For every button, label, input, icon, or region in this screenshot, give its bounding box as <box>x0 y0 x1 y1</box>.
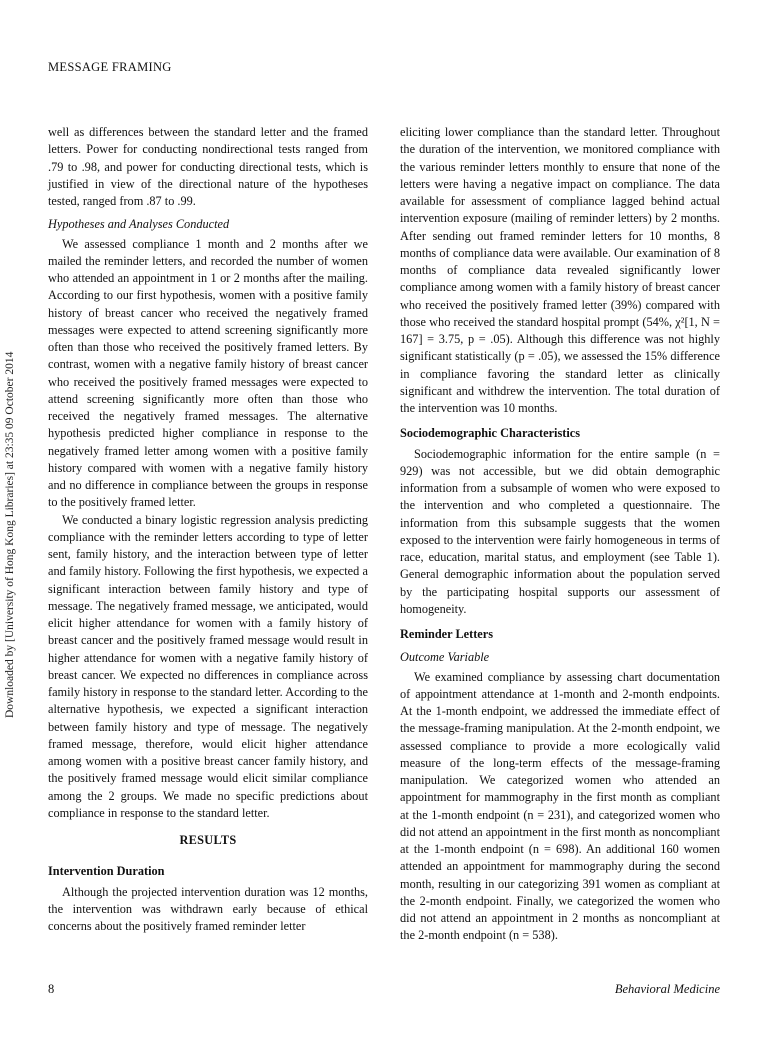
intro-paragraph: well as differences between the standard letter and the framed letters. Power for conducting nondirectional tests ranged from .79 to .98, and power for conducting directional tests, which is justified in view of the directional nature of the hypotheses tested, ranged from .87 to .99. <box>48 125 368 208</box>
hypotheses-paragraph-1: We assessed compliance 1 month and 2 months after we mailed the reminder letters, and recorded the number of women who attended an appointment in 1 or 2 months after the mailing. According to our first hypothesis, women with a positive family history of breast cancer who received the negatively framed messages were expected to attend screening significantly more often than those who received the positively framed letters. By contrast, women with a negative family history of breast cancer who received the positively framed messages were expected to attend screening significantly more often than those who received the negatively framed messages. The alternative hypothesis predicted higher compliance in response to the negatively framed letter among women with a positive family history compared with women with a negative family history and no difference in compliance between the groups in response to the positively framed letter. <box>48 236 368 510</box>
journal-name: Behavioral Medicine <box>614 982 720 996</box>
left-column <box>48 124 368 935</box>
right-column <box>400 124 720 945</box>
intervention-duration-heading: Intervention Duration <box>48 864 165 879</box>
download-watermark: Downloaded by [University of Hong Kong Libraries] at 23:35 09 October 2014 <box>4 351 16 718</box>
sociodemographic-paragraph: Sociodemographic information for the entire sample (n = 929) was not accessible, but we did obtain demographic information from a subsample of women who were exposed to the intervention and who completed a questionnaire. The information from this subsample suggests that the women exposed to the intervention were fairly homogeneous in terms of race, education, marital status, and employment (see Table 1). General demographic information about the population served by the participating hospital supports our assessment of homogeneity. <box>400 446 720 616</box>
intervention-duration-continued: eliciting lower compliance than the standard letter. Throughout the duration of the intervention, we monitored compliance with the various reminder letters monthly to ensure that none of the letters were having a negative impact on compliance. The data available for assessment of compliance lagged behind actual intervention exposure (mailing of reminder letters) by 2 months. After sending out framed reminder letters for 10 months, 8 months of compliance data were available. Our examination of 8 months of compliance data revealed significantly lower compliance among women with a family history of breast cancer who received the positively framed letter (39%) compared with those who received the standard hospital prompt (54%, χ²[1, N = 167] = 3.75, p = .05). Although this difference was not highly significant statistically (p = .05), we assessed the 15% difference in compliance favoring the standard letter as clinically significant and withdrew the intervention. The total duration of the intervention was 10 months. <box>400 125 720 415</box>
reminder-letters-heading: Reminder Letters <box>400 627 493 641</box>
intervention-duration-paragraph: Although the projected intervention duration was 12 months, the intervention was withdrawn early because of ethical concerns about the positively framed reminder letter <box>48 884 368 933</box>
hypotheses-paragraph-2: We conducted a binary logistic regression analysis predicting compliance with the reminder letters according to type of letter sent, family history, and the interaction between type of letter and family history. Following the first hypothesis, we expected a significant interaction between family history and type of message. The negatively framed message, we anticipated, would elicit higher attendance for women with a family history of breast cancer and the positively framed message would result in higher attendance for women with a negative family history of breast cancer. We expected no differences in compliance across family history in response to the standard letter. According to the alternative hypothesis, we expected a significant interaction between family history and type of message. The negatively framed message, therefore, would elicit higher attendance among women with a positive breast cancer family history, and the positively framed message would elicit similar compliance among the 2 groups. We made no specific predictions about compliance in response to the standard letter. <box>48 512 368 820</box>
page-number: 8 <box>48 982 55 996</box>
outcome-variable-heading: Outcome Variable <box>400 650 490 665</box>
results-heading: RESULTS <box>179 833 237 847</box>
running-head: MESSAGE FRAMING <box>48 60 172 74</box>
outcome-variable-paragraph: We examined compliance by assessing chart documentation of appointment attendance at 1-month and 2-month endpoints. At the 1-month endpoint, we addressed the immediate effect of the message-framing manipulation. At the 2-month endpoint, we assessed compliance to provide a more ecologically valid measure of the long-term effects of the message-framing manipulation. We categorized women who attended an appointment for mammography in the first month as compliant at the 1-month endpoint (n = 231), and categorized women who did not attend an appointment in the first month as noncompliant at the 1-month endpoint (n = 698). An additional 160 women attended an appointment for mammography during the second month, resulting in our categorizing 391 women as compliant at the 2-month endpoint. Finally, we categorized the women who did not attend an appointment in 2 months as noncompliant at the 2-month endpoint (n = 538). <box>400 669 720 943</box>
sociodemographic-heading: Sociodemographic Characteristics <box>400 426 580 441</box>
hypotheses-heading: Hypotheses and Analyses Conducted <box>48 217 230 232</box>
